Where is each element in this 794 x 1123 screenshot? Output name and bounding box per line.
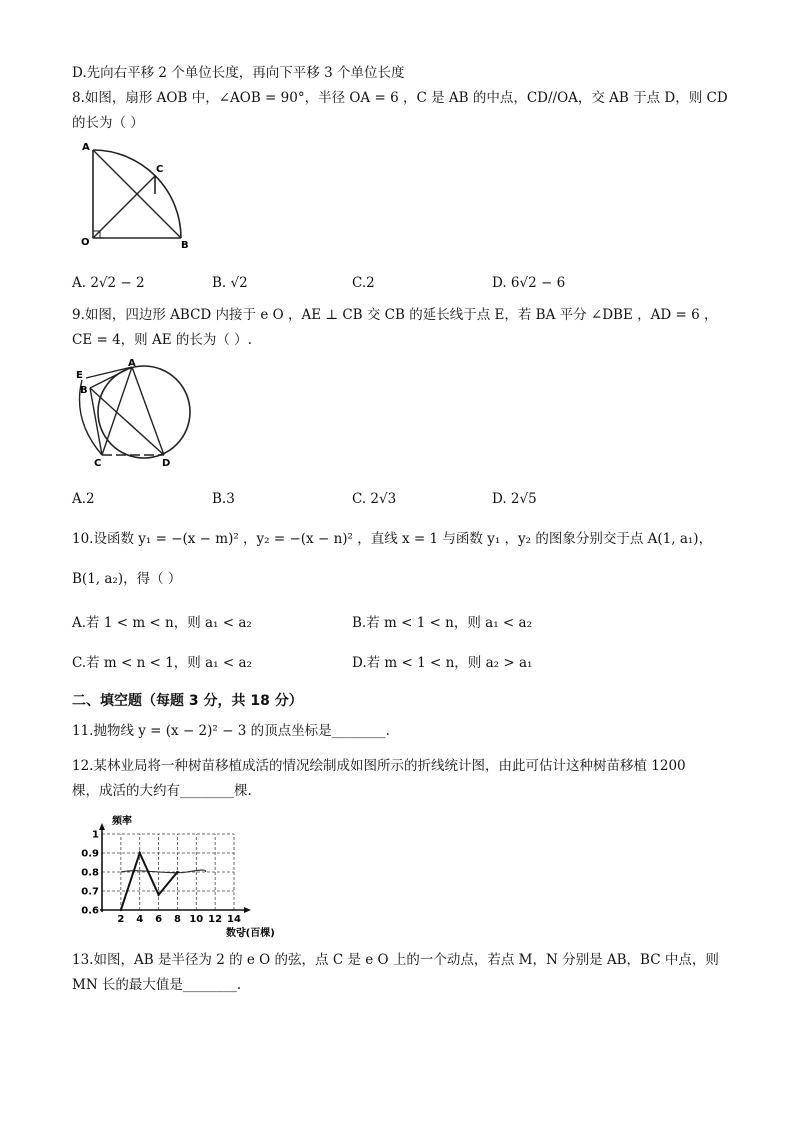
series-polyline — [121, 853, 178, 910]
q10-option-d: D.若 m < 1 < n，则 a₂ > a₁ — [352, 655, 533, 671]
y-tick-label: 0.7 — [81, 886, 99, 898]
q9-option-c: C. 2√3 — [352, 491, 397, 507]
q12-stem-line1: 12.某林业局将一种树苗移植成活的情况绘制成如图所示的折线统计图，由此可估计这种树苗移植 1200 — [72, 758, 686, 774]
segment-ae — [86, 367, 132, 378]
q10-option-a: A.若 1 < m < n，则 a₁ < a₂ — [72, 615, 252, 631]
x-tick-label: 12 — [208, 914, 223, 925]
label-c: C — [94, 458, 102, 469]
q10-option-b: B.若 m < 1 < n，则 a₁ < a₂ — [352, 615, 532, 631]
q8-option-a: A. 2√2 − 2 — [72, 275, 145, 291]
label-b: B — [80, 385, 88, 396]
segment-ad — [132, 367, 164, 455]
q10-stem-line2: B(1, a₂)，得（ ） — [72, 571, 182, 587]
y-axis-label: 频率 — [112, 816, 132, 827]
q13-stem-line2: MN 长的最大值是________. — [72, 977, 242, 993]
y-tick-label: 0.9 — [81, 848, 99, 860]
x-tick-label: 10 — [189, 914, 204, 925]
section-heading: 二、填空题（每题 3 分，共 18 分） — [72, 693, 303, 709]
x-axis-arrow — [244, 907, 251, 913]
x-tick-label: 8 — [173, 914, 181, 925]
q8-option-b: B. √2 — [212, 275, 248, 291]
q9-stem-line2: CE = 4，则 AE 的长为（ ）. — [72, 332, 252, 348]
q8-option-c: C.2 — [352, 275, 375, 291]
y-axis-arrow — [99, 823, 105, 830]
data-point — [176, 871, 178, 873]
q9-option-a: A.2 — [72, 491, 95, 507]
label-c: C — [156, 164, 164, 175]
data-point — [157, 894, 159, 896]
segment-bd — [90, 388, 164, 455]
label-e: E — [76, 370, 83, 381]
q8-stem-line2: 的长为（ ） — [72, 115, 144, 131]
x-tick-labels — [117, 914, 241, 925]
q9-option-b: B.3 — [212, 491, 235, 507]
label-a: A — [82, 142, 90, 153]
q8-sector-figure — [78, 140, 198, 250]
label-b: B — [181, 240, 189, 251]
q9-stem-line1: 9.如图，四边形 ABCD 内接于 e O ，AE ⊥ CB 交 CB 的延长线于点 E，若 BA 平分 ∠DBE ，AD = 6 ， — [72, 307, 718, 323]
circle-o — [98, 366, 190, 458]
q12-stem-line2: 棵，成活的大约有________棵. — [72, 783, 252, 799]
y-tick-label: 1 — [92, 829, 99, 841]
y-tick-label: 0.8 — [81, 867, 99, 879]
q13-stem-line1: 13.如图，AB 是半径为 2 的 e O 的弦，点 C 是 e O 上的一个动点，若点 M，N 分别是 AB，BC 中点，则 — [72, 952, 719, 968]
q10-option-c: C.若 m < n < 1，则 a₁ < a₂ — [72, 655, 252, 671]
series-line — [120, 852, 206, 911]
q9-circle-figure — [74, 360, 194, 468]
q7-option-d: D.先向右平移 2 个单位长度，再向下平移 3 个单位长度 — [72, 65, 405, 81]
q8-stem-line1: 8.如图，扇形 AOB 中，∠AOB = 90°，半径 OA = 6 ，C 是 AB 的中点，CD//OA，交 AB 于点 D，则 CD — [72, 90, 728, 106]
x-tick-label: 2 — [117, 914, 125, 925]
chart-axes — [99, 823, 251, 913]
q10-stem-line1: 10.设函数 y₁ = −(x − m)² ，y₂ = −(x − n)² ，直线 x = 1 与函数 y₁ ，y₂ 的图象分别交于点 A(1, a₁)， — [72, 531, 713, 547]
x-axis-label: 数량(百棵) — [226, 928, 275, 939]
segment-oc — [93, 176, 155, 238]
label-o: O — [81, 237, 90, 248]
y-tick-label: 0.6 — [81, 905, 99, 917]
y-tick-labels — [81, 830, 99, 917]
data-point — [139, 852, 141, 854]
data-point — [120, 909, 122, 911]
frequency-line-chart — [76, 812, 296, 942]
label-a: A — [128, 358, 136, 369]
q11-stem: 11.抛物线 y = (x − 2)² − 3 的顶点坐标是________. — [72, 723, 390, 739]
label-d: D — [162, 458, 171, 469]
q8-option-d: D. 6√2 − 6 — [492, 275, 566, 291]
q9-option-d: D. 2√5 — [492, 491, 537, 507]
x-tick-label: 6 — [155, 914, 163, 925]
x-tick-label: 14 — [227, 914, 241, 925]
x-tick-label: 4 — [136, 914, 144, 925]
